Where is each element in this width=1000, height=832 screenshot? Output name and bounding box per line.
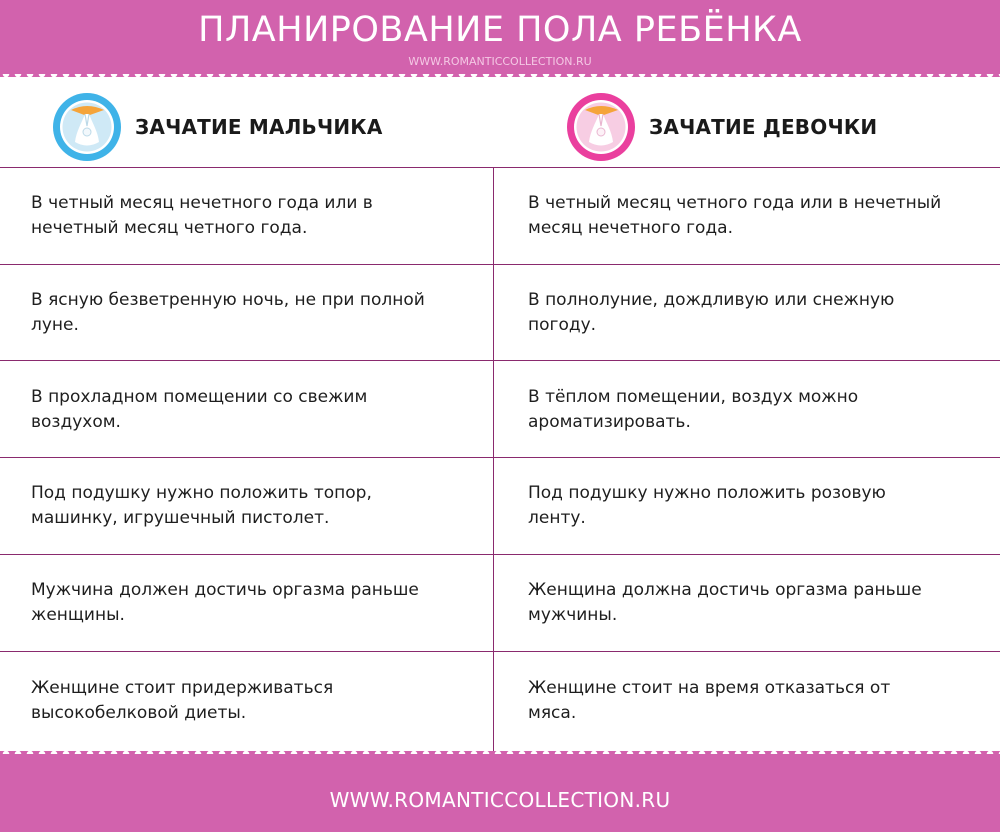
page-title: ПЛАНИРОВАНИЕ ПОЛА РЕБЁНКА: [198, 10, 802, 50]
stork-bundle-pink-icon: [566, 92, 636, 162]
row-3-girl-cell: В тёплом помещении, воздух можно ароматизировать.: [528, 387, 859, 432]
row-4-boy-cell: Под подушку нужно положить топор, машинку, игрушечный пистолет.: [31, 483, 372, 528]
stork-bundle-blue-icon: [52, 92, 122, 162]
row-6-boy-cell: Женщине стоит придерживаться высокобелковой диеты.: [31, 678, 334, 723]
scallop-border: [0, 748, 1000, 754]
row-3-boy-cell: В прохладном помещении со свежим воздухом.: [31, 387, 368, 432]
row-divider: [0, 264, 1000, 265]
row-1-girl-cell: В четный месяц четного года или в нечетный месяц нечетного года.: [528, 193, 942, 238]
column-title-girl: ЗАЧАТИЕ ДЕВОЧКИ: [649, 115, 878, 139]
column-title-boy: ЗАЧАТИЕ МАЛЬЧИКА: [135, 115, 383, 139]
header-band: [0, 0, 1000, 77]
row-divider: [0, 457, 1000, 458]
column-header-girl: [566, 91, 877, 163]
footer-site-url: WWW.ROMANTICCOLLECTION.RU: [329, 788, 671, 812]
row-4-girl-cell: Под подушку нужно положить розовую ленту.: [528, 483, 886, 528]
row-2-boy-cell: В ясную безветренную ночь, не при полной луне.: [31, 290, 425, 335]
row-divider: [0, 554, 1000, 555]
header-site-url: WWW.ROMANTICCOLLECTION.RU: [408, 55, 592, 68]
column-divider: [493, 167, 494, 751]
row-divider: [0, 360, 1000, 361]
scallop-border: [0, 74, 1000, 80]
comparison-table: [0, 167, 1000, 751]
row-5-girl-cell: Женщина должна достичь оргазма раньше мужчины.: [528, 580, 922, 625]
row-divider: [0, 167, 1000, 168]
row-6-girl-cell: Женщине стоит на время отказаться от мяса.: [528, 678, 891, 723]
row-divider: [0, 651, 1000, 652]
row-5-boy-cell: Мужчина должен достичь оргазма раньше женщины.: [31, 580, 419, 625]
column-header-boy: [52, 91, 383, 163]
row-1-boy-cell: В четный месяц нечетного года или в нечетный месяц четного года.: [31, 193, 373, 238]
row-2-girl-cell: В полнолуние, дождливую или снежную погоду.: [528, 290, 895, 335]
